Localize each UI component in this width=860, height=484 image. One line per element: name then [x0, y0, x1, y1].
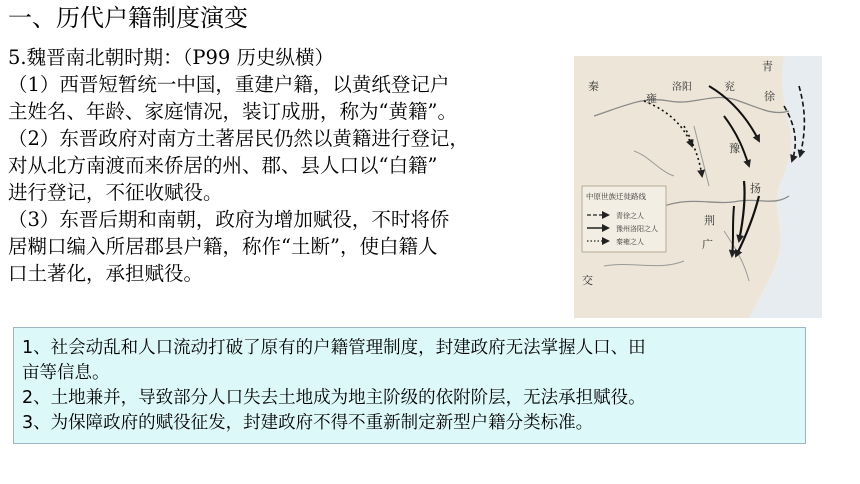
map-legend — [582, 186, 666, 252]
summary-line: 2、土地兼并，导致部分人口失去土地成为地主阶级的依附阶层，无法承担赋役。 — [22, 388, 646, 408]
text-line: 口土著化，承担赋役。 — [8, 262, 204, 285]
map-label-yang: 扬 — [750, 182, 761, 195]
text-line: 主姓名、年龄、家庭情况，装订成册，称为“黄籍”。 — [8, 100, 457, 123]
legend-item: 豫州洛阳之人 — [616, 225, 658, 233]
summary-line: 3、为保障政府的赋役征发，封建政府不得不重新制定新型户籍分类标准。 — [22, 413, 594, 433]
map-label-xu: 徐 — [764, 90, 775, 103]
migration-map — [574, 56, 822, 318]
text-line: 对从北方南渡而来侨居的州、郡、县人口以“白籍” — [8, 154, 438, 177]
legend-item: 秦雍之人 — [616, 238, 644, 246]
map-label-qing: 青 — [762, 60, 773, 73]
summary-box — [13, 327, 806, 444]
map-label-jiao: 交 — [582, 274, 593, 287]
map-label-yong: 雍 — [646, 92, 657, 105]
map-label-jing: 荆 — [704, 214, 715, 227]
legend-title: 中原世族迁徙路线 — [586, 192, 646, 201]
text-line: （2）东晋政府对南方土著居民仍然以黄籍进行登记， — [8, 127, 469, 150]
summary-line: 1、社会动乱和人口流动打破了原有的户籍管理制度，封建政府无法掌握人口、田 — [22, 338, 646, 358]
section-heading: 5.魏晋南北朝时期：（P99 历史纵横） — [8, 46, 334, 69]
legend-item: 青徐之人 — [616, 212, 644, 220]
page-title: 一、历代户籍制度演变 — [8, 4, 248, 32]
text-line: 进行登记，不征收赋役。 — [8, 181, 223, 204]
map-label-guang: 广 — [702, 238, 713, 251]
map-label-yu: 豫 — [729, 142, 740, 155]
map-label-qin: 秦 — [588, 80, 599, 93]
map-label-yan: 兖 — [724, 80, 735, 93]
summary-line: 亩等信息。 — [22, 363, 110, 383]
text-line: 居糊口编入所居郡县户籍，称作“土断”，使白籍人 — [8, 235, 438, 258]
text-line: （3）东晋后期和南朝，政府为增加赋役，不时将侨 — [8, 208, 450, 231]
history-text-block — [8, 44, 568, 287]
text-line: （1）西晋短暂统一中国，重建户籍，以黄纸登记户 — [8, 73, 450, 96]
map-label-luoyang: 洛阳 — [672, 82, 692, 93]
